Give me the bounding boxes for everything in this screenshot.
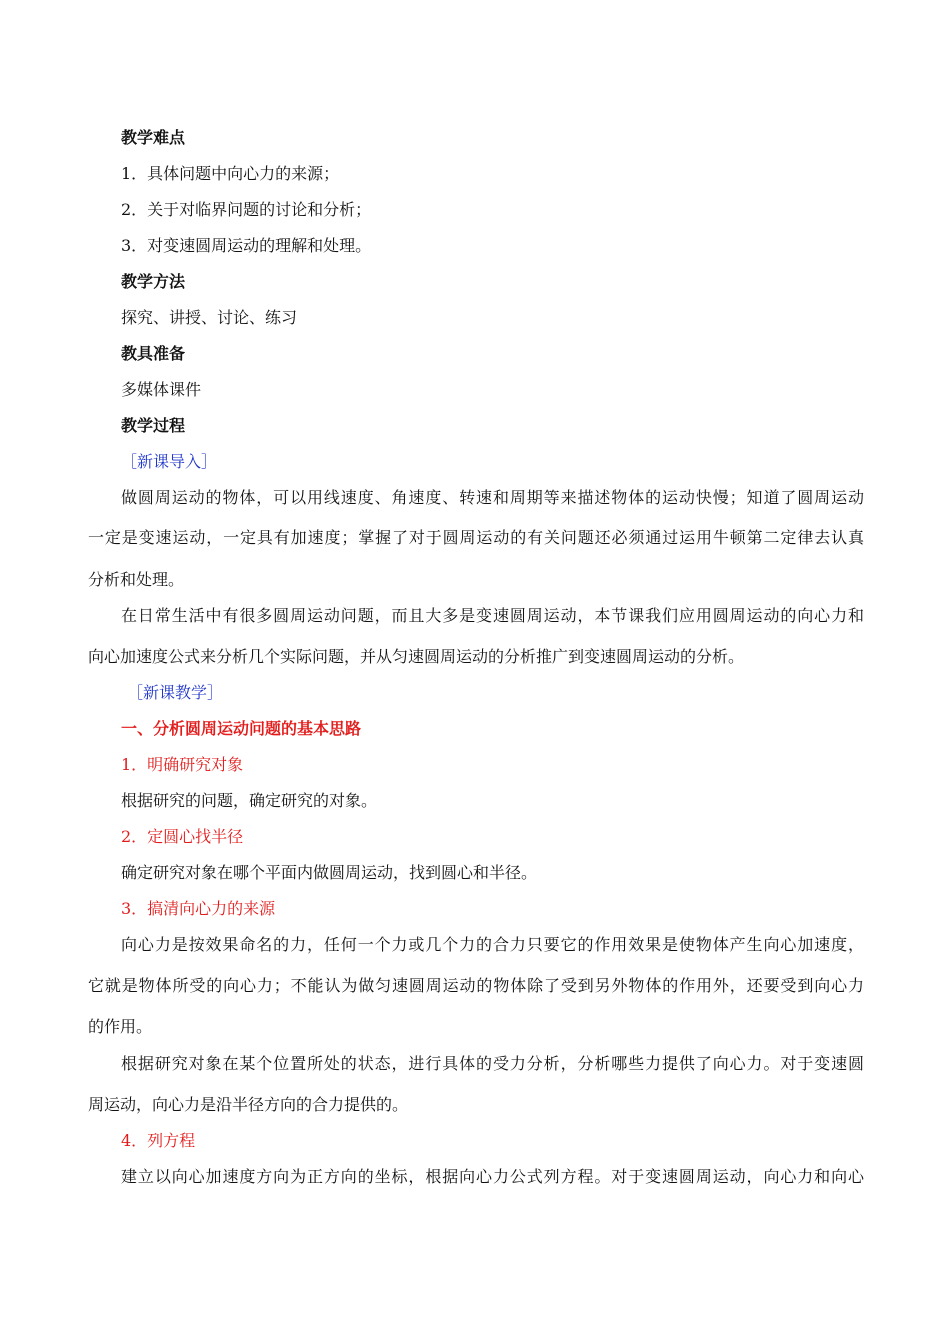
intro-tag: ［新课导入］ [121, 452, 218, 471]
process-heading: 教学过程 [121, 416, 186, 435]
step-title: 1．明确研究对象 [121, 755, 244, 774]
step-title: 2．定圆心找半径 [121, 827, 244, 846]
teaching-tag: ［新课教学］ [127, 683, 224, 702]
step-title: 3．搞清向心力的来源 [121, 899, 276, 918]
step-text: 根据研究的问题，确定研究的对象。 [121, 791, 378, 810]
intro-paragraph-line: 向心加速度公式来分析几个实际问题，并从匀速圆周运动的分析推广到变速圆周运动的分析。 [88, 647, 745, 666]
section-title: 一、分析圆周运动问题的基本思路 [121, 719, 362, 738]
intro-paragraph-line: 在日常生活中有很多圆周运动问题，而且大多是变速圆周运动，本节课我们应用圆周运动的向心力和 [121, 606, 864, 625]
difficulty-item: 3．对变速圆周运动的理解和处理。 [121, 236, 372, 255]
intro-paragraph-line: 做圆周运动的物体，可以用线速度、角速度、转速和周期等来描述物体的运动快慢；知道了圆周运动 [121, 488, 864, 507]
difficulty-item: 1．具体问题中向心力的来源； [121, 164, 340, 183]
step-paragraph-line: 周运动，向心力是沿半径方向的合力提供的。 [88, 1095, 409, 1114]
step-paragraph-line: 它就是物体所受的向心力；不能认为做匀速圆周运动的物体除了受到另外物体的作用外，还要受到向心力 [88, 976, 864, 995]
intro-paragraph-line: 分析和处理。 [88, 570, 185, 589]
step-paragraph-line: 向心力是按效果命名的力，任何一个力或几个力的合力只要它的作用效果是使物体产生向心加速度， [121, 935, 864, 954]
step-paragraph-line: 根据研究对象在某个位置所处的状态，进行具体的受力分析，分析哪些力提供了向心力。对于变速圆 [121, 1054, 864, 1073]
difficulty-item: 2．关于对临界问题的讨论和分析； [121, 200, 372, 219]
step-paragraph-line: 建立以向心加速度方向为正方向的坐标，根据向心力公式列方程。对于变速圆周运动，向心力和向心 [121, 1167, 864, 1186]
tools-text: 多媒体课件 [121, 380, 202, 399]
step-paragraph-line: 的作用。 [88, 1017, 153, 1036]
method-text: 探究、讲授、讨论、练习 [121, 308, 298, 327]
step-title: 4．列方程 [121, 1131, 196, 1150]
difficulty-heading: 教学难点 [121, 128, 186, 147]
step-text: 确定研究对象在哪个平面内做圆周运动，找到圆心和半径。 [121, 863, 538, 882]
tools-heading: 教具准备 [121, 344, 186, 363]
intro-paragraph-line: 一定是变速运动，一定具有加速度；掌握了对于圆周运动的有关问题还必须通过运用牛顿第二定律去认真 [88, 528, 864, 547]
method-heading: 教学方法 [121, 272, 186, 291]
